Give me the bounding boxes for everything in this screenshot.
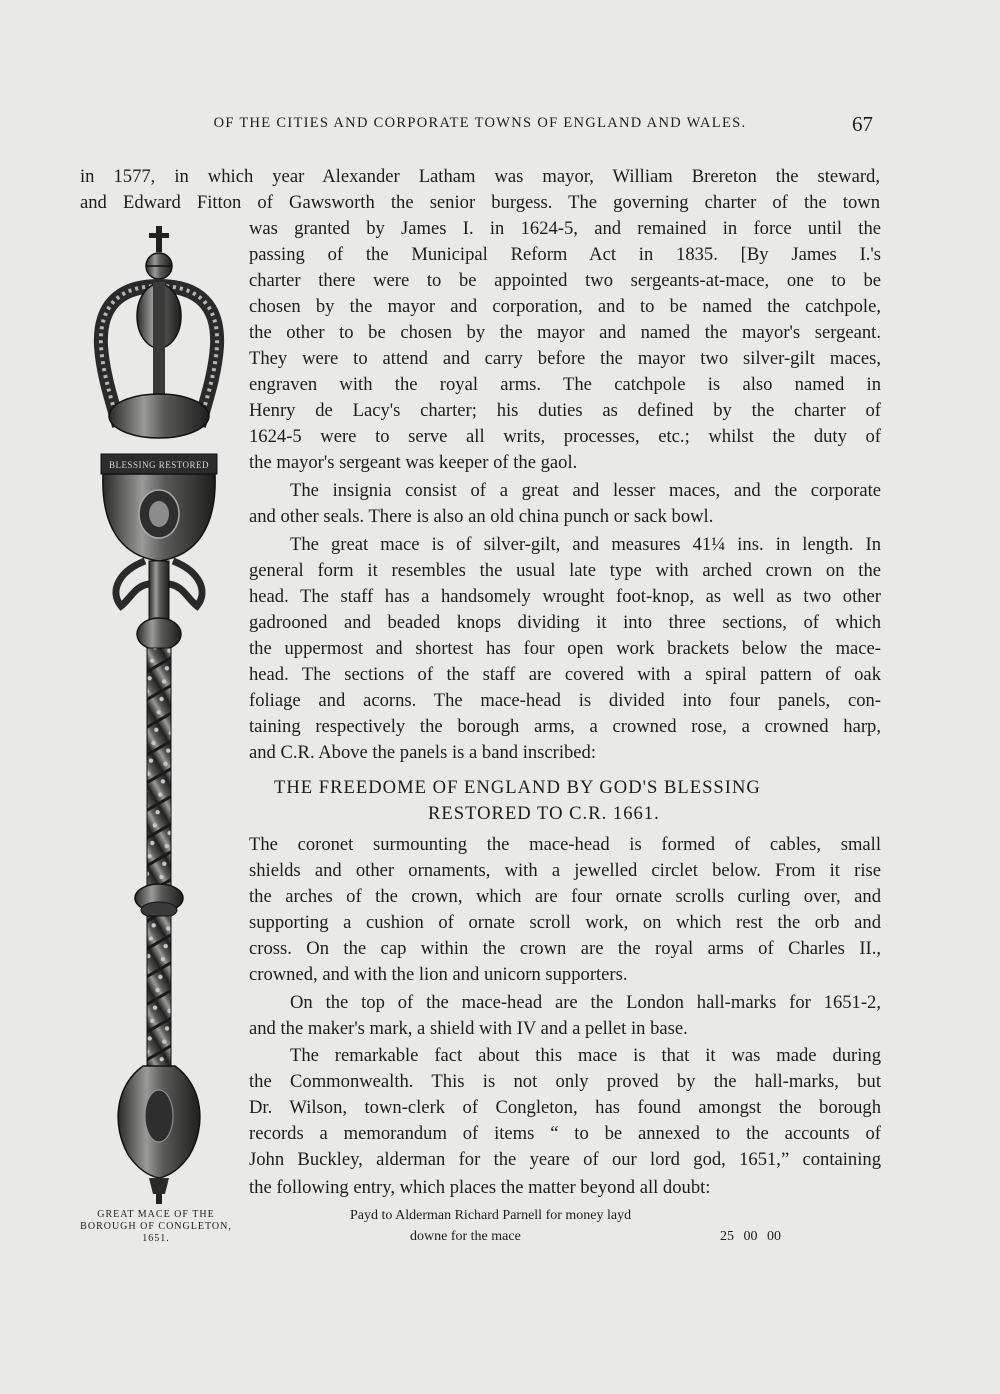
text-line: cross. On the cap within the crown are the royal arms of Charles II., bbox=[249, 938, 881, 959]
text-line: head. The sections of the staff are covered with a spiral pattern of oak bbox=[249, 664, 881, 685]
account-entry-amount: 25 00 00 bbox=[720, 1229, 781, 1244]
text-line: On the top of the mace-head are the London hall-marks for 1651-2, bbox=[290, 992, 881, 1013]
text-line: records a memorandum of items “ to be annexed to the accounts of bbox=[249, 1123, 881, 1144]
text-line: The coronet surmounting the mace-head is formed of cables, small bbox=[249, 834, 881, 855]
text-line: general form it resembles the usual late type with arched crown on the bbox=[249, 560, 881, 581]
text-line: the Commonwealth. This is not only proved by the hall-marks, but bbox=[249, 1071, 881, 1092]
text-line: the following entry, which places the matter beyond all doubt: bbox=[249, 1177, 711, 1198]
mace-illustration bbox=[79, 226, 239, 1206]
text-line: supporting a cushion of ornate scroll work, on which rest the orb and bbox=[249, 912, 881, 933]
text-line: foliage and acorns. The mace-head is divided into four panels, con- bbox=[249, 690, 881, 711]
inscription-line: THE FREEDOME OF ENGLAND BY GOD'S BLESSING bbox=[274, 777, 761, 798]
text-line: gadrooned and beaded knops dividing it into three sections, of which bbox=[249, 612, 881, 633]
caption-line: 1651. bbox=[142, 1233, 170, 1244]
text-line: 1624-5 were to serve all writs, processes, etc.; whilst the duty of bbox=[249, 426, 881, 447]
inscription-line: RESTORED TO C.R. 1661. bbox=[428, 803, 660, 824]
text-line: crowned, and with the lion and unicorn supporters. bbox=[249, 964, 628, 985]
text-line: The remarkable fact about this mace is that it was made during bbox=[290, 1045, 881, 1066]
account-entry-line: Payd to Alderman Richard Parnell for money layd bbox=[350, 1208, 632, 1223]
text-line: the arches of the crown, which are four ornate scrolls curling over, and bbox=[249, 886, 881, 907]
text-line: The great mace is of silver-gilt, and measures 41¼ ins. in length. In bbox=[290, 534, 881, 555]
text-line: shields and other ornaments, with a jewelled circlet below. From it rise bbox=[249, 860, 881, 881]
text-line: chosen by the mayor and corporation, and to be named the catchpole, bbox=[249, 296, 881, 317]
text-line: and C.R. Above the panels is a band inscribed: bbox=[249, 742, 597, 763]
text-line: and the maker's mark, a shield with IV and a pellet in base. bbox=[249, 1018, 688, 1039]
text-line: Dr. Wilson, town-clerk of Congleton, has found amongst the borough bbox=[249, 1097, 881, 1118]
text-line: the mayor's sergeant was keeper of the gaol. bbox=[249, 452, 578, 473]
text-line: They were to attend and carry before the mayor two silver-gilt maces, bbox=[249, 348, 881, 369]
caption-line: GREAT MACE OF THE bbox=[97, 1209, 215, 1220]
text-line: The insignia consist of a great and lesser maces, and the corporate bbox=[290, 480, 881, 501]
text-line: taining respectively the borough arms, a crowned rose, a crowned harp, bbox=[249, 716, 881, 737]
text-line: head. The staff has a handsomely wrought foot-knop, as well as two other bbox=[249, 586, 881, 607]
text-line: passing of the Municipal Reform Act in 1835. [By James I.'s bbox=[249, 244, 881, 265]
text-line: the other to be chosen by the mayor and named the mayor's sergeant. bbox=[249, 322, 881, 343]
figure-caption bbox=[66, 1209, 246, 1245]
text-line: charter there were to be appointed two sergeants-at-mace, one to be bbox=[249, 270, 881, 291]
text-line: was granted by James I. in 1624-5, and remained in force until the bbox=[249, 218, 881, 239]
running-title: OF THE CITIES AND CORPORATE TOWNS OF ENGLAND AND WALES. bbox=[213, 115, 747, 131]
text-line: the uppermost and shortest has four open work brackets below the mace- bbox=[249, 638, 881, 659]
page-number: 67 bbox=[852, 112, 873, 136]
mace-band-text: BLESSING RESTORED bbox=[108, 460, 210, 470]
text-line: Henry de Lacy's charter; his duties as defined by the charter of bbox=[249, 400, 881, 421]
cross-icon bbox=[149, 226, 169, 252]
text-line: and other seals. There is also an old china punch or sack bowl. bbox=[249, 506, 714, 527]
caption-line: BOROUGH OF CONGLETON, bbox=[80, 1221, 232, 1232]
text-line: John Buckley, alderman for the yeare of our lord god, 1651,” containing bbox=[249, 1149, 881, 1170]
text-line: in 1577, in which year Alexander Latham was mayor, William Brereton the steward, bbox=[80, 166, 880, 187]
text-line: and Edward Fitton of Gawsworth the senior burgess. The governing charter of the town bbox=[80, 192, 880, 213]
account-entry-line: downe for the mace bbox=[410, 1229, 521, 1244]
text-line: engraven with the royal arms. The catchpole is also named in bbox=[249, 374, 881, 395]
